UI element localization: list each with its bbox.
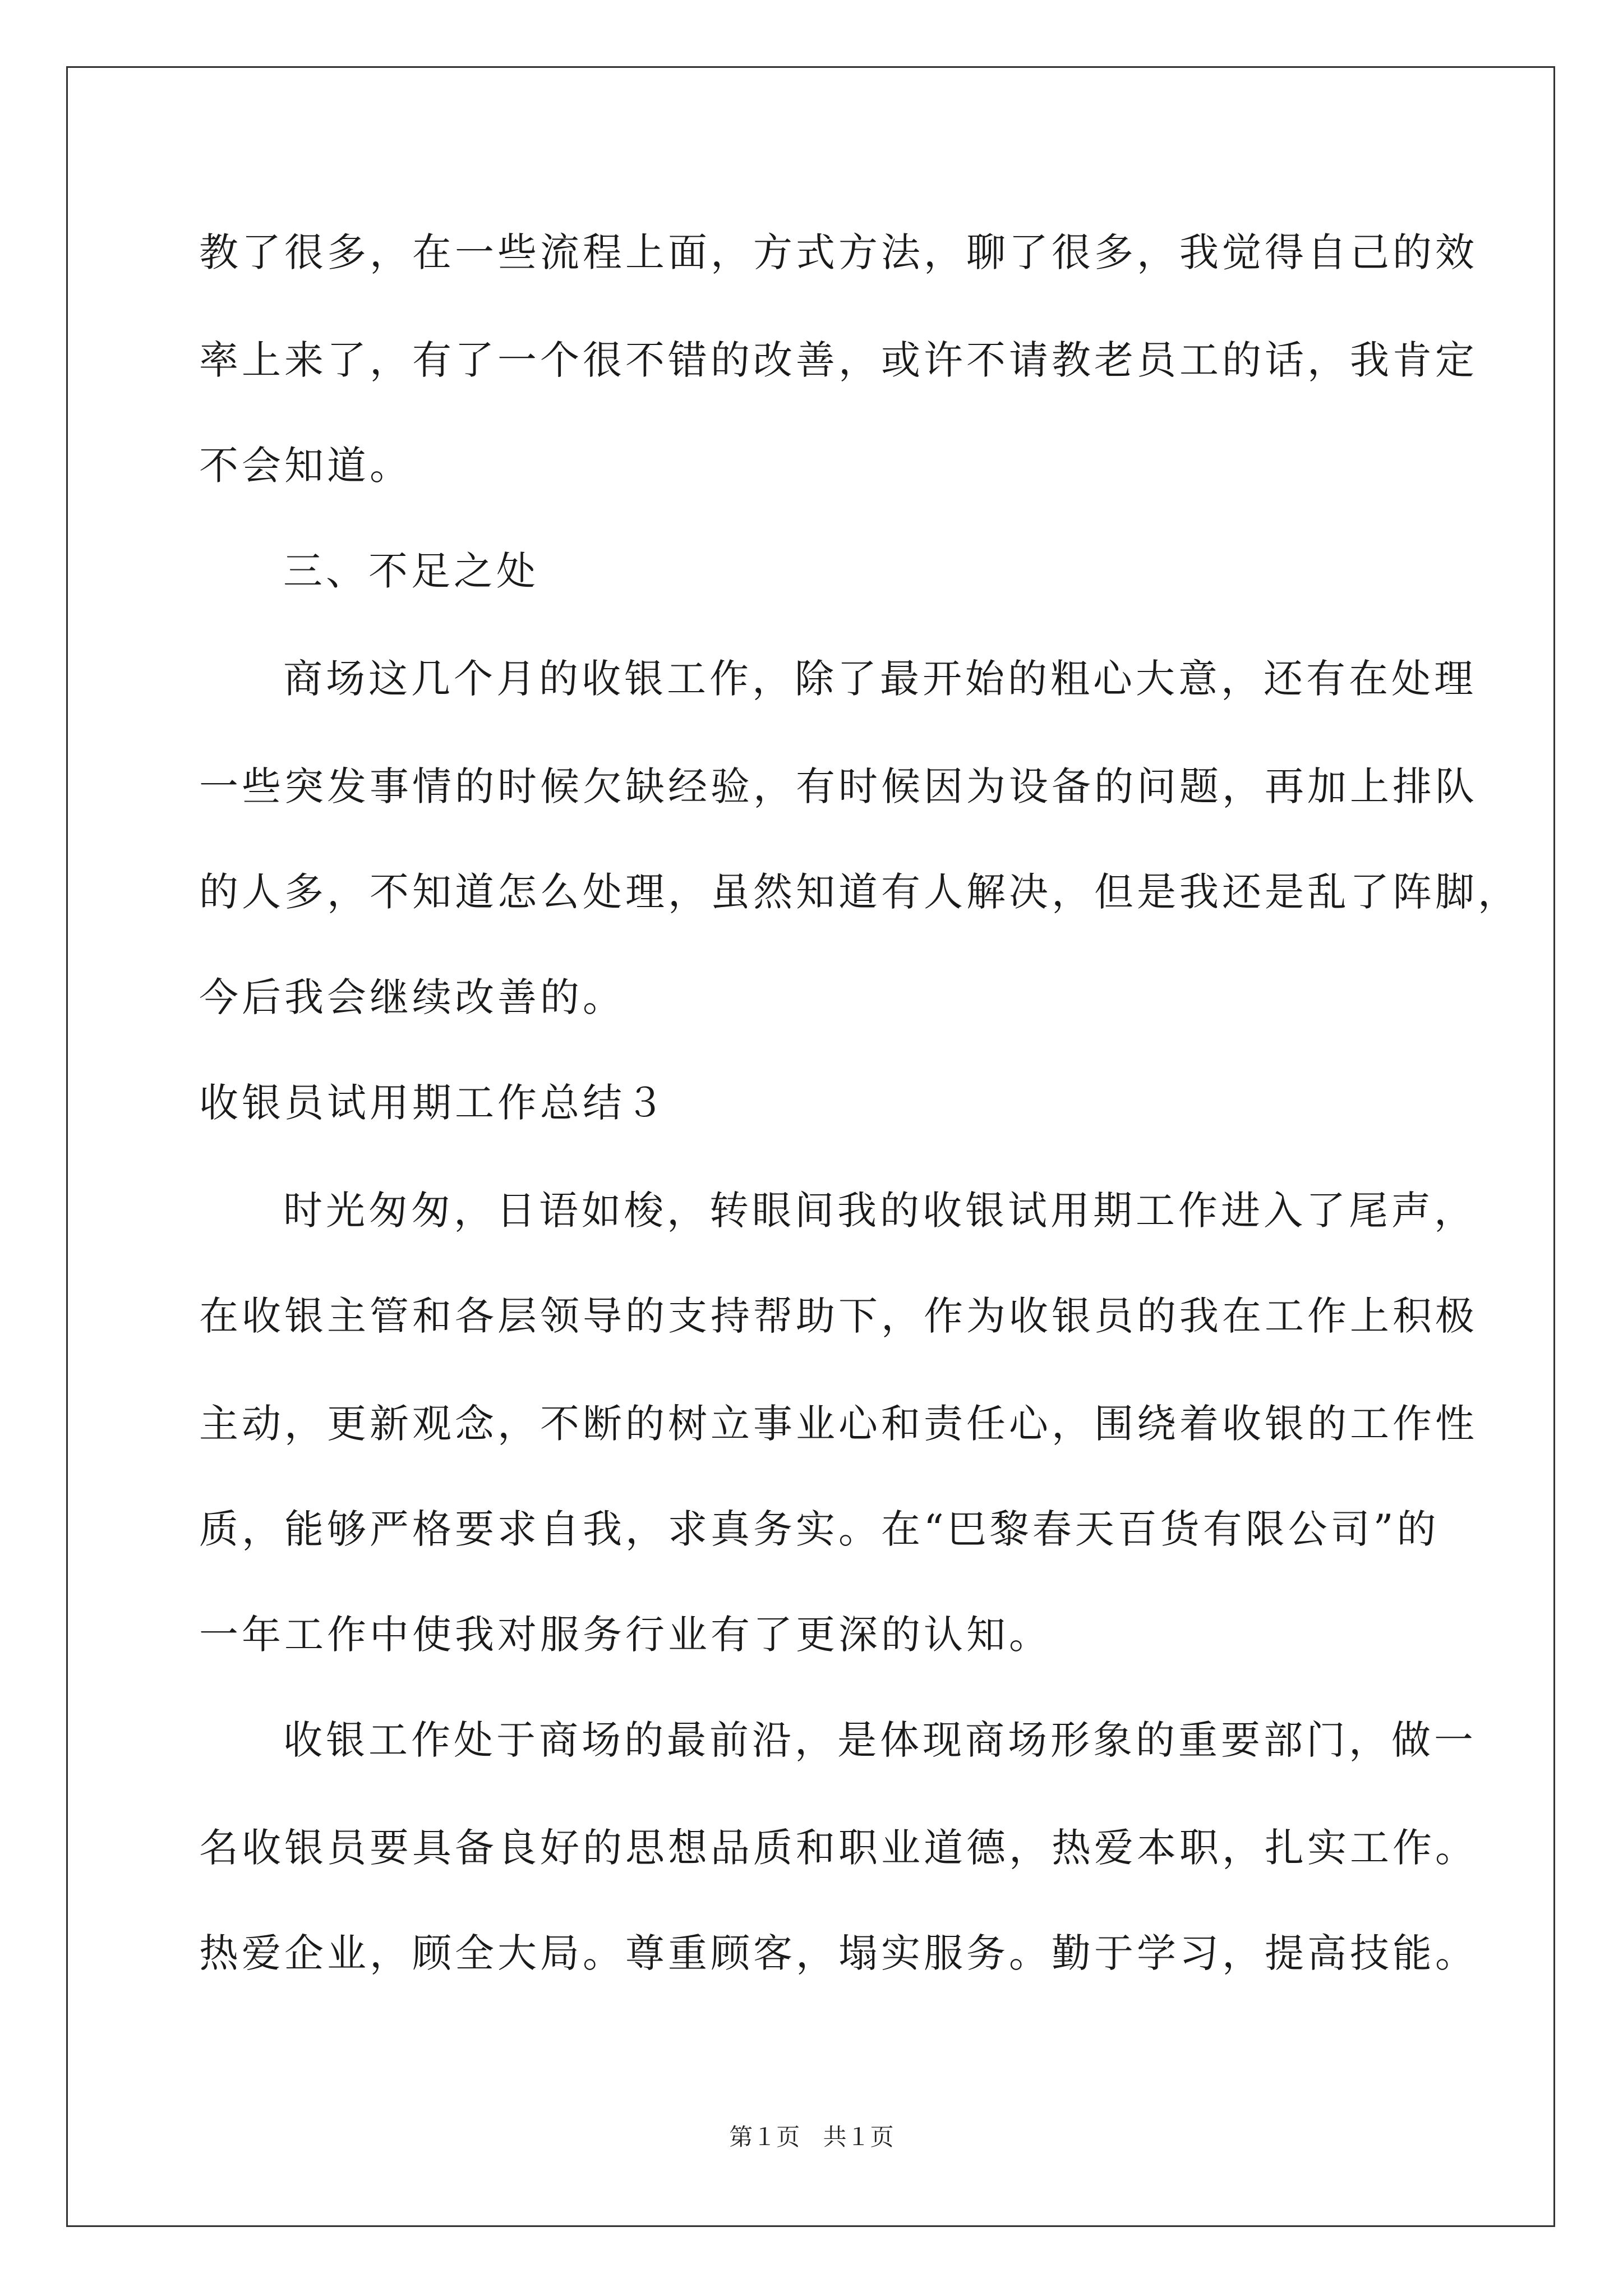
body-line-10: 时光匆匆，日语如梭，转眼间我的收银试用期工作进入了尾声，	[283, 1188, 1477, 1234]
body-line-16: 名收银员要具备良好的思想品质和职业道德，热爱本职，扎实工作。	[199, 1825, 1478, 1871]
page-number-total: 共１页	[823, 2123, 894, 2151]
body-line-11: 在收银主管和各层领导的支持帮助下，作为收银员的我在工作上积极	[199, 1293, 1478, 1339]
article-title: 收银员试用期工作总结３	[199, 1080, 668, 1126]
body-line-13: 质，能够严格要求自我，求真务实。在“巴黎春天百货有限公司”的	[199, 1506, 1440, 1552]
body-line-8: 今后我会继续改善的。	[199, 974, 625, 1020]
page-number-current: 第１页	[729, 2123, 800, 2151]
body-line-15: 收银工作处于商场的最前沿，是体现商场形象的重要部门，做一	[283, 1717, 1477, 1763]
body-line-17: 热爱企业，顾全大局。尊重顾客，塌实服务。勤于学习，提高技能。	[199, 1930, 1478, 1976]
body-line-7: 的人多，不知道怎么处理，虽然知道有人解决，但是我还是乱了阵脚，	[199, 869, 1520, 915]
section-heading: 三、不足之处	[283, 548, 539, 594]
body-line-1: 教了很多，在一些流程上面，方式方法，聊了很多，我觉得自己的效	[199, 229, 1478, 275]
body-line-12: 主动，更新观念，不断的树立事业心和责任心，围绕着收银的工作性	[199, 1401, 1478, 1447]
body-line-3: 不会知道。	[199, 443, 412, 489]
body-line-6: 一些突发事情的时候欠缺经验，有时候因为设备的问题，再加上排队	[199, 763, 1478, 809]
page-footer	[0, 2122, 1623, 2153]
page-border	[66, 66, 1555, 2227]
body-line-5: 商场这几个月的收银工作，除了最开始的粗心大意，还有在处理	[283, 656, 1477, 702]
body-line-14: 一年工作中使我对服务行业有了更深的认知。	[199, 1612, 1052, 1658]
body-line-2: 率上来了，有了一个很不错的改善，或许不请教老员工的话，我肯定	[199, 337, 1478, 383]
